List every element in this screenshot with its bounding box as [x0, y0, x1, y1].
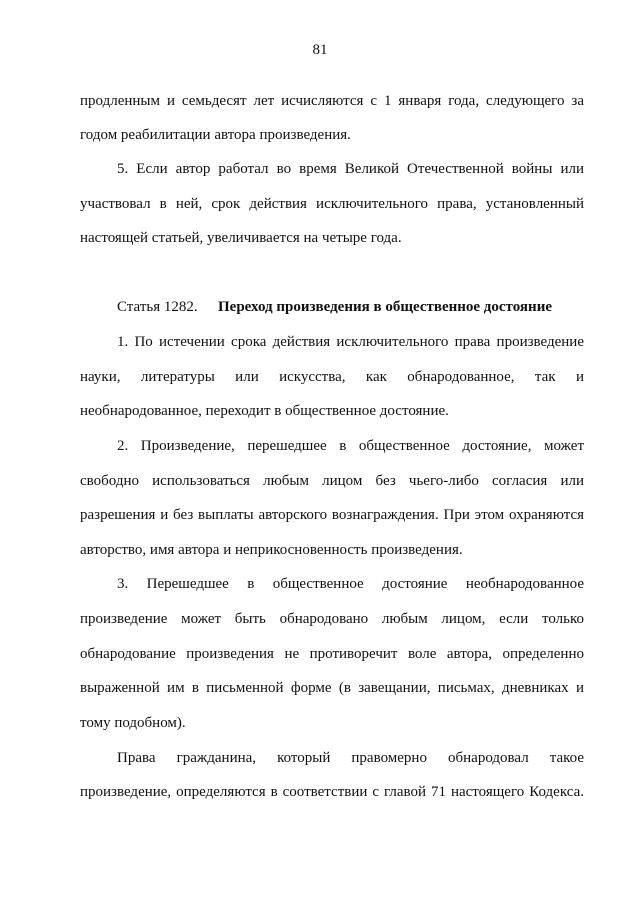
paragraph-line: выраженной им в письменной форме (в завещании, письмах, дневниках и: [80, 680, 584, 696]
paragraph-line: участвовал в ней, срок действия исключительного права, установленный: [80, 196, 584, 212]
paragraph-line: необнародованное, переходит в общественное достояние.: [80, 403, 449, 419]
paragraph-line: науки, литературы или искусства, как обнародованное, так и: [80, 369, 584, 385]
paragraph-line: продленным и семьдесят лет исчисляются с 1 января года, следующего за: [80, 93, 584, 109]
paragraph-line: 2. Произведение, перешедшее в общественное достояние, может: [117, 438, 584, 454]
paragraph-line: 3. Перешедшее в общественное достояние необнародованное: [117, 576, 584, 592]
paragraph-line: свободно использоваться любым лицом без чьего-либо согласия или: [80, 473, 584, 489]
paragraph-line: 1. По истечении срока действия исключительного права произведение: [117, 334, 584, 350]
paragraph-line: 5. Если автор работал во время Великой Отечественной войны или: [117, 161, 584, 177]
paragraph-line: авторство, имя автора и неприкосновенность произведения.: [80, 542, 463, 558]
page-number: 81: [312, 42, 328, 58]
article-label: Статья 1282.: [117, 299, 198, 315]
paragraph-line: произведение может быть обнародовано любым лицом, если только: [80, 611, 584, 627]
paragraph-line: Права гражданина, который правомерно обнародовал такое: [117, 750, 584, 766]
paragraph-line: настоящей статьей, увеличивается на четыре года.: [80, 230, 402, 246]
article-title: Переход произведения в общественное достояние: [218, 299, 552, 315]
paragraph-line: произведение, определяются в соответствии с главой 71 настоящего Кодекса.: [80, 784, 584, 800]
paragraph-line: годом реабилитации автора произведения.: [80, 127, 351, 143]
paragraph-line: обнародование произведения не противоречит воле автора, определенно: [80, 646, 584, 662]
paragraph-line: разрешения и без выплаты авторского вознаграждения. При этом охраняются: [80, 507, 584, 523]
paragraph-line: тому подобном).: [80, 715, 186, 731]
